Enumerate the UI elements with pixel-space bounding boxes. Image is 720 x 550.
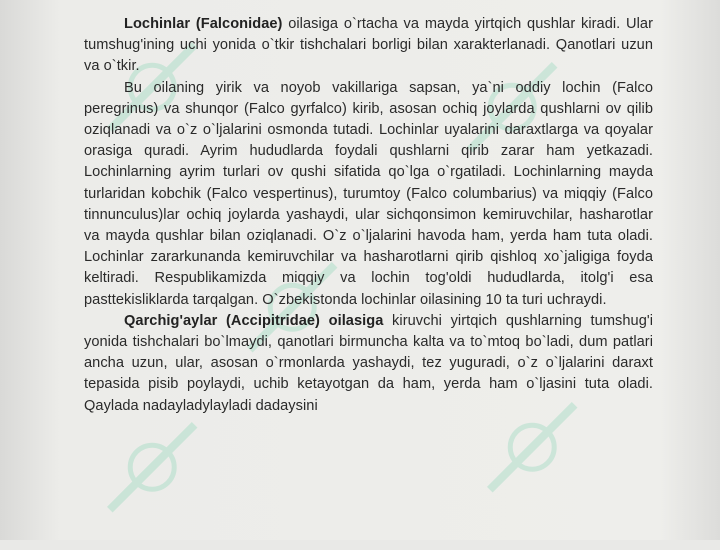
- paragraph-accipitridae: [84, 311, 653, 417]
- heading-falconidae: Lochinlar (Falconidae): [124, 16, 283, 32]
- paragraph-text: oilasiga o`rtacha va mayda yirtqich qushlar kiradi. Ular tumshug'ining uchi yonida o`tkir tishchalari borligi bilan xarakterlanadi. Qanotlari uzun va o`tkir.: [84, 16, 653, 75]
- document-body: [84, 14, 653, 417]
- paragraph-text: Bu oilaning yirik va noyob vakillariga sapsan, ya`ni oddiy lochin (Falco peregrinus) va shunqor (Falco gyrfalco) kirib, asosan ochiq joylarda qushlarni ov qilib oziqlanadi va o`z o`ljalarini osmonda tutadi. Lochinlar uyalarini daraxtlarga va qoyalar orasiga quradi. Ayrim hududlarda foydali qushlarni qirib zarar ham yetkazadi. Lochinlarning ayrim turlari ov qushi sifatida qo`lga o`rgatiladi. Lochinlarning mayda turlaridan kobchik (Falco vespertinus), turumtoy (Falco columbarius) va miqqiy (Falco tinnunculus)lar ochiq joylarda yashaydi, ular sichqonsimon kemiruvchilar, hasharotlar va mayda qushlar bilan oziqlanadi. O`z o`ljalarini havoda ham, yerda ham tuta oladi. Lochinlar zararkunanda kemiruvchilar va hasharotlarni qirib qishloq xo`jaligiga foyda keltiradi. Respublikamizda miqqiy va lochin tog'oldi hududlarda, itolg'i esa pasttekisliklarda tarqalgan. O`zbekistonda lochinlar oilasining 10 ta turi uchraydi.: [84, 79, 653, 308]
- paragraph-falcon-species: [84, 78, 653, 311]
- paragraph-falconidae: [84, 14, 653, 78]
- watermark-logo: [60, 400, 260, 550]
- heading-accipitridae: Qarchig'aylar (Accipitridae) oilasiga: [124, 312, 384, 329]
- paragraph-text: kiruvchi yirtqich qushlarning tumshug'i yonida tishchalari bo`lmaydi, qanotlari birmuncha kalta va to`mtoq bo`ladi, dum patlari ancha uzun, ular, asosan o`rmonlarda yashaydi, tez yuguradi, o`z o`ljalarini daraxt tepasida pisib poylaydi, uchib ketayotgan da ham, yerda ham o`ljasini tuta oladi. Qaylada nadayladylayladi dadaysini: [84, 312, 653, 414]
